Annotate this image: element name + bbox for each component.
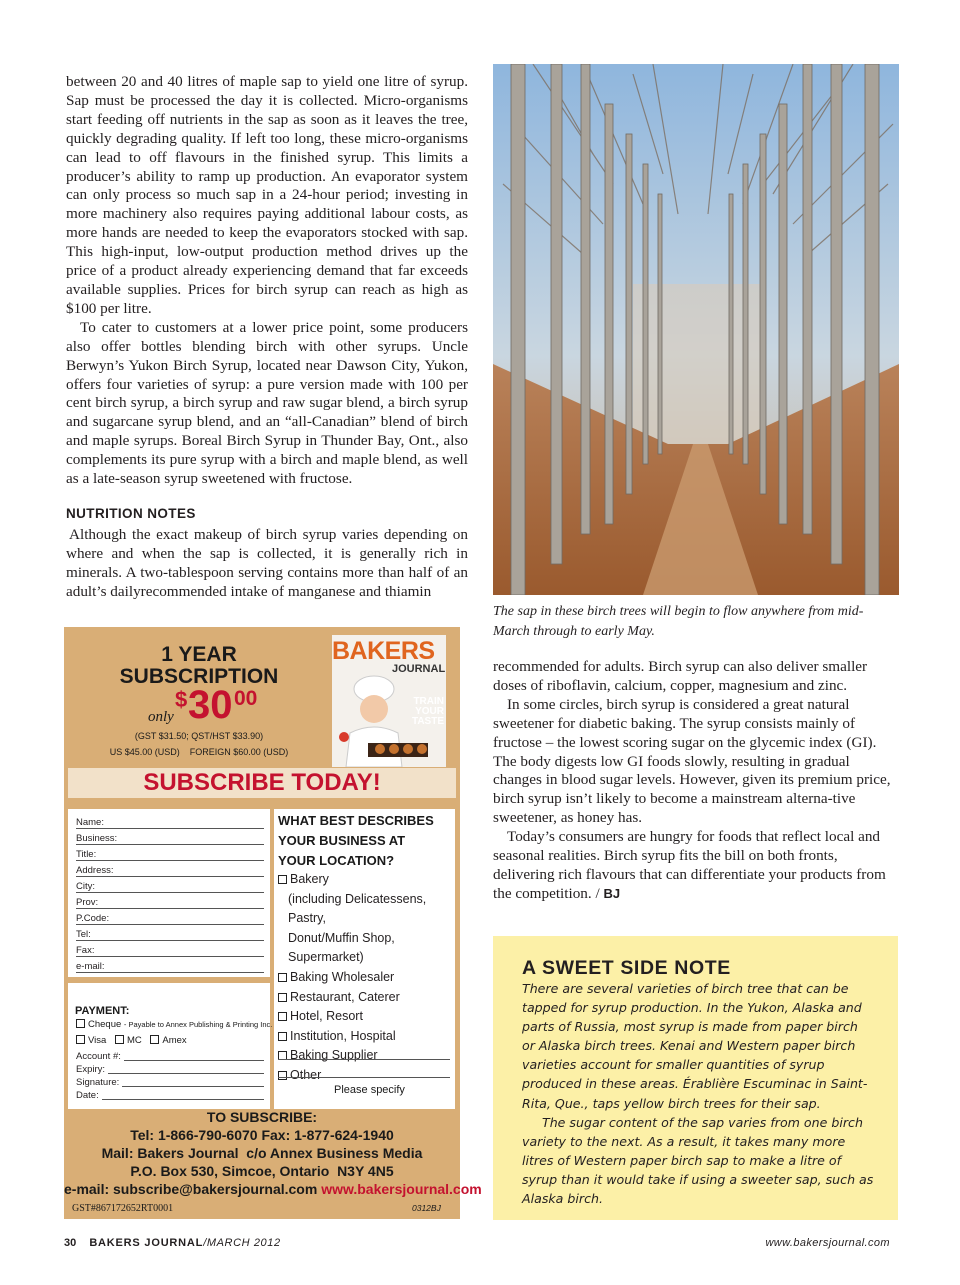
business-type-panel: [274, 809, 455, 1109]
article-paragraph: Although the exact makeup of birch syrup varies depending on where and when the sap is collected, it is generally rich in minerals. A two-tablespoon serving contains more than half of an adult’s dailyrecommended intake of manganese and thiamin: [66, 525, 468, 600]
payment-field-signature[interactable]: [76, 1077, 264, 1091]
right-column: [493, 658, 893, 904]
form-field-prov[interactable]: [76, 897, 264, 913]
checkbox-icon: [278, 1012, 287, 1021]
article-paragraph: To cater to customers at a lower price point, some producers also offer bottles blending birch with other syrups. Uncle Berwyn’s Yukon Birch Syrup, located near Dawson City, Yukon, offers four varieties of syrup: a pure version made with 100 per cent birch syrup, a birch syrup and raw sugar blend, a birch syrup and sugarcane syrup blend, and an “all-Canadian” blend of birch and maple syrups. Boreal Birch Syrup in Thunder Bay, Ont., also complements its pure syrup with a birch and maple blend, as well as a late-season syrup sweetened with fructose.: [66, 318, 468, 488]
sidebar-title: A SWEET SIDE NOTE: [522, 957, 731, 979]
form-field-business[interactable]: [76, 833, 264, 849]
please-specify-label: Please specify: [334, 1084, 405, 1096]
form-field-label: Prov:: [76, 897, 101, 908]
checkbox-icon: [278, 1032, 287, 1041]
article-paragraph: [493, 828, 893, 904]
payment-panel: [68, 983, 273, 1109]
price-main: 30: [188, 683, 233, 727]
article-paragraph: recommended for adults. Birch syrup can also deliver smaller doses of riboflavin, calcium, copper, magnesium and zinc.: [493, 658, 868, 694]
form-field-label: Tel:: [76, 929, 94, 940]
checkbox-icon: [76, 1019, 85, 1028]
payment-mc-option[interactable]: [115, 1035, 142, 1046]
contact-mail: Mail: Bakers Journal c/o Annex Business Media: [101, 1145, 423, 1161]
payment-field-account[interactable]: [76, 1051, 264, 1065]
price-block: [148, 685, 278, 731]
cover-headline: TRAIN YOUR TASTE: [411, 696, 444, 727]
form-field-label: Fax:: [76, 945, 97, 956]
contact-form-panel: [68, 809, 270, 977]
payment-visa-option[interactable]: [76, 1035, 106, 1046]
form-field-label: Title:: [76, 849, 99, 860]
footer-website[interactable]: www.bakersjournal.com: [765, 1237, 890, 1249]
footer: [64, 1237, 890, 1253]
left-column: [66, 73, 468, 601]
form-field-name[interactable]: [76, 817, 264, 833]
option-label: Institution, Hospital: [290, 1028, 396, 1043]
us-price-line: US $45.00 (USD) FOREIGN $60.00 (USD): [109, 747, 289, 757]
ad-code: 0312BJ: [412, 1203, 441, 1213]
signoff-mark: BJ: [603, 885, 621, 901]
checkbox-icon: [278, 1071, 287, 1080]
sidebar-paragraph: There are several varieties of birch tree that can be tapped for syrup production. In the Yukon, Alaska and parts of Russia, most syrup is made from paper birch or Alaska birch trees. Kenai and Western paper birch varieties account for smaller quantities of syrup produced in these areas. Érablière Escuminac in Saint-Rita, Que., taps yellow birch trees for their sap.: [522, 981, 868, 1111]
form-field-email[interactable]: [76, 961, 264, 977]
price-cents: 00: [234, 687, 258, 710]
article-closing-text: Today’s consumers are hungry for foods that reflect local and seasonal realities. Birch syrup fits the bill on both fronts, delivering rich flavours that can differentiate your products from the competition. /: [493, 828, 886, 902]
business-option-institution[interactable]: [278, 1027, 454, 1047]
contact-email-row: [64, 1181, 482, 1197]
sub-title-line2: SUBSCRIPTION: [119, 665, 279, 688]
gst-line: (GST $31.50; QST/HST $33.90): [134, 731, 264, 741]
payment-amex-option[interactable]: [150, 1035, 186, 1046]
cheque-note: - Payable to Annex Publishing & Printing Inc.: [123, 1020, 273, 1029]
form-field-label: P.Code:: [76, 913, 112, 924]
option-label: Bakery: [290, 872, 329, 886]
contact-tel-fax: Tel: 1-866-790-6070 Fax: 1-877-624-1940: [130, 1127, 394, 1143]
option-label: Baking Supplier: [290, 1048, 378, 1063]
checkbox-icon: [278, 875, 287, 884]
business-option-hotel[interactable]: [278, 1007, 454, 1027]
form-field-label: Signature:: [76, 1077, 122, 1088]
cheque-label: Cheque: [88, 1019, 122, 1030]
payment-field-date[interactable]: [76, 1090, 264, 1104]
page-number: 30: [64, 1237, 77, 1249]
visa-label: Visa: [88, 1035, 107, 1046]
issue-date: /MARCH 2012: [203, 1237, 281, 1249]
checkbox-icon: [150, 1035, 159, 1044]
form-field-city[interactable]: [76, 881, 264, 897]
section-heading: NUTRITION NOTES: [66, 505, 196, 521]
sidebar-body: [522, 979, 874, 1208]
article-paragraph: between 20 and 40 litres of maple sap to yield one litre of syrup. Sap must be processed the day it is collected. Micro-organisms start feeding off nutrients in the sap as soon as it leaves the tree, quickly degrading quality. If left too long, these micro-organisms can lead to off flavours in the finished syrup. This limits a producer’s ability to ramp up production. An evaporator system can only process so much sap in a 24-hour period; investing in more machinery also requires paying additional labour costs, as more hands are needed to keep the evaporators stocked with sap. This high-input, low-output production method drives up the price of a product already experiencing demand that far exceeds available supplies. Prices for birch syrup can reach as high as $100 per litre.: [66, 73, 468, 317]
form-field-label: Address:: [76, 865, 117, 876]
payment-heading: PAYMENT:: [75, 1005, 130, 1017]
photo-caption: The sap in these birch trees will begin to flow anywhere from mid-March through to early May.: [493, 604, 864, 639]
publication-name: BAKERS JOURNAL: [89, 1237, 204, 1249]
form-field-label: Name:: [76, 817, 107, 828]
business-heading-line: YOUR BUSINESS AT: [278, 833, 406, 848]
checkbox-icon: [76, 1035, 85, 1044]
form-field-label: e-mail:: [76, 961, 108, 972]
option-label: Baking Wholesaler: [290, 969, 395, 984]
sidebar-box: [493, 936, 898, 1220]
business-option-other[interactable]: [278, 1066, 454, 1086]
form-field-label: Business:: [76, 833, 120, 844]
form-field-label: Expiry:: [76, 1064, 108, 1075]
subscribe-today-heading: SUBSCRIBE TODAY!: [143, 769, 381, 796]
contact-email[interactable]: e-mail: subscribe@bakersjournal.com: [64, 1181, 318, 1197]
specify-line[interactable]: [278, 1077, 450, 1078]
business-heading-line: YOUR LOCATION?: [278, 853, 395, 868]
price-only: only: [148, 709, 174, 725]
form-field-postal-code[interactable]: [76, 913, 264, 929]
checkbox-icon: [278, 973, 287, 982]
payment-cheque-option[interactable]: [76, 1019, 272, 1030]
specify-line[interactable]: [278, 1059, 450, 1060]
form-field-fax[interactable]: [76, 945, 264, 961]
contact-address: P.O. Box 530, Simcoe, Ontario N3Y 4N5: [130, 1163, 394, 1179]
amex-label: Amex: [162, 1035, 187, 1046]
sub-title-line1: 1 YEAR: [161, 643, 237, 666]
option-label: Other: [290, 1067, 322, 1082]
to-subscribe-heading: TO SUBSCRIBE:: [206, 1109, 318, 1125]
birch-forest-photo: [493, 64, 899, 595]
price-dollar: $: [175, 687, 188, 712]
magazine-cover: [332, 635, 446, 767]
form-field-tel[interactable]: [76, 929, 264, 945]
business-option-bakery-note: (including Delicatessens, Pastry,: [288, 891, 427, 926]
form-field-label: Account #:: [76, 1051, 124, 1062]
article-paragraph: In some circles, birch syrup is considered a great natural sweetener for diabetic baking. The syrup consists mainly of fructose – the lowest scoring sugar on the glycemic index (GI). The body digests low GI foods slowly, resulting in gradual changes in blood sugar levels. However, given its premium price, birch syrup isn’t likely to become a mainstream alterna-tive sweetener, as honey has.: [493, 695, 891, 827]
option-label: Restaurant, Caterer: [290, 989, 400, 1004]
cover-logo: BAKERS: [332, 637, 435, 665]
mc-label: MC: [126, 1035, 142, 1046]
business-option-wholesaler[interactable]: [278, 968, 454, 988]
gst-number: GST#867172652RT0001: [72, 1203, 174, 1214]
business-option-bakery-note: Donut/Muffin Shop, Supermarket): [288, 930, 395, 965]
form-field-label: City:: [76, 881, 98, 892]
business-heading-line: WHAT BEST DESCRIBES: [278, 813, 434, 828]
business-options: [278, 870, 454, 1086]
business-option-restaurant[interactable]: [278, 988, 454, 1008]
business-option-bakery[interactable]: [278, 870, 454, 890]
subscription-ad: [64, 627, 482, 1219]
form-field-label: Date:: [76, 1090, 102, 1101]
checkbox-icon: [278, 993, 287, 1002]
sidebar-paragraph: The sugar content of the sap varies from one birch variety to the next. As a result, it takes many more litres of Western paper birch sap to make a litre of syrup than it would take if using a sweeter sap, such as Alaska birch.: [522, 1114, 874, 1207]
payment-card-options: [76, 1035, 187, 1046]
business-option-supplier[interactable]: [278, 1046, 454, 1066]
checkbox-icon: [115, 1035, 124, 1044]
payment-field-expiry[interactable]: [76, 1064, 264, 1078]
option-label: Hotel, Resort: [290, 1009, 363, 1024]
subscribe-cta-band: [68, 768, 456, 798]
contact-website[interactable]: www.bakersjournal.com: [321, 1181, 482, 1197]
cover-logo-sub: JOURNAL: [392, 663, 446, 675]
business-heading: [278, 811, 434, 871]
form-field-address[interactable]: [76, 865, 264, 881]
form-field-title[interactable]: [76, 849, 264, 865]
